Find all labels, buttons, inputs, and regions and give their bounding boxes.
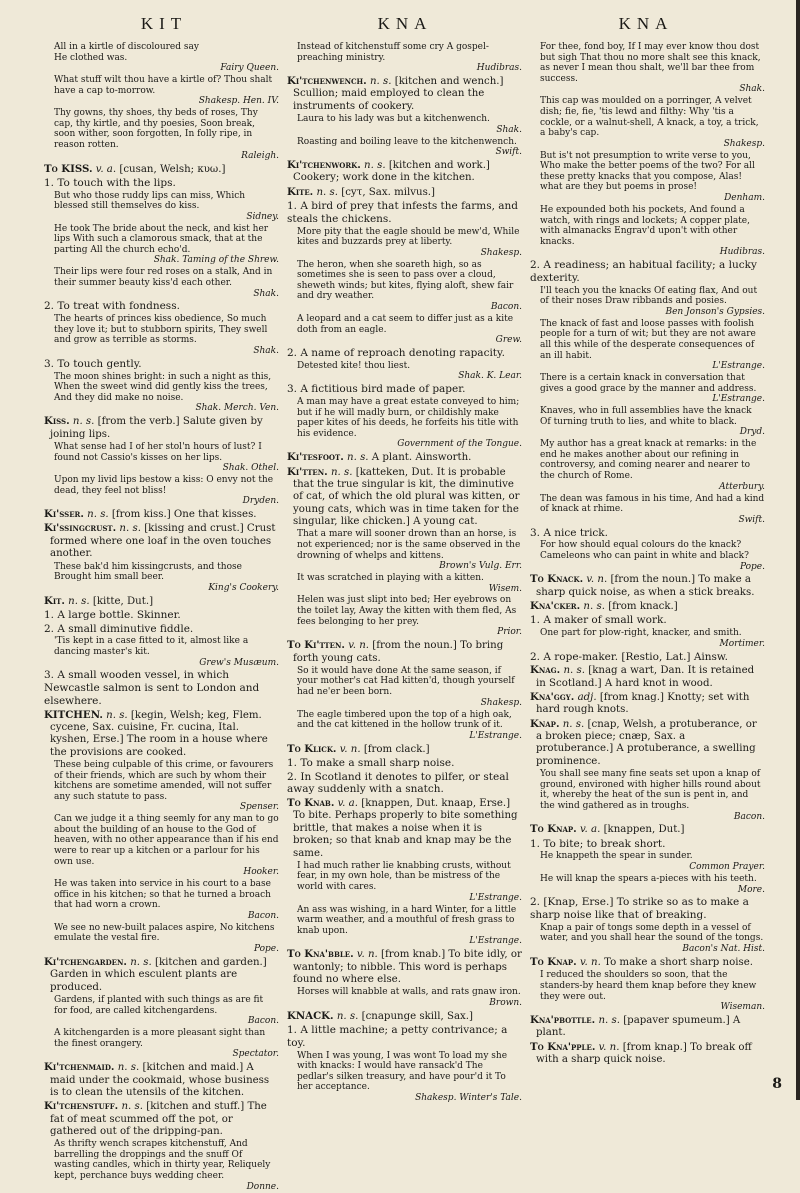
entry-definition: [from clack.] <box>363 743 430 755</box>
citation-quote: Gardens, if planted with such things as are fit for food, are called kitchengardens. <box>54 994 264 1016</box>
citation-quote: My author has a great knack at remarks: in the end he makes another about our refining in controversy, and coming nearer and nearer to the church of Rome. <box>540 439 757 482</box>
entry-definition: [cyτ, Sax. milvus.] <box>341 186 436 198</box>
citation-source: Wisem. <box>488 583 522 594</box>
entry-part-of-speech: n. s. <box>121 1101 143 1113</box>
entry-sense: 1. A little machine; a petty contrivance; a toy. <box>287 1024 508 1049</box>
citation-quote: But who those ruddy lips can miss, Which blessed still themselves do kiss. <box>54 190 246 212</box>
citation-source: L'Estrange. <box>469 730 522 741</box>
citation-quote: These bak'd him kissingcrusts, and those Brought him small beer. <box>54 561 242 583</box>
running-header-left: KIT <box>140 14 188 33</box>
entry-headword: KITCHEN. <box>44 708 103 721</box>
citation-source: Bacon's Nat. Hist. <box>682 944 765 955</box>
dictionary-entry <box>530 956 765 969</box>
entry-definition: [knappen, Dut. knaap, Erse.] To bite. Perhaps properly to bite something brittle, that makes a noise when it is broken; so that knab and knap may be the same. <box>293 798 518 859</box>
entry-headword: KNACK. <box>287 1009 334 1022</box>
entry-sense: 2. In Scotland it denotes to pilfer, or steal away suddenly with a snatch. <box>287 770 509 796</box>
entry-sense: 1. To make a small sharp noise. <box>287 757 455 770</box>
entry-headword: Kna'cker. <box>530 600 581 613</box>
entry-sense: 3. A small wooden vessel, in which Newcastle salmon is sent to London and elsewhere. <box>44 669 260 707</box>
citation-quote: These being culpable of this crime, or favourers of their friends, which are such by whom their kitchens are sometime amended, will not suffer any such statute to pass. <box>54 759 274 802</box>
entry-headword: To KISS. <box>44 162 93 175</box>
citation-quote: One part for plow-right, knacker, and smith. <box>540 628 742 639</box>
dictionary-entry <box>287 948 522 986</box>
entry-sense: 1. A bird of prey that infests the farms, and steals the chickens. <box>287 200 519 225</box>
entry-part-of-speech: v. n. <box>598 1041 620 1053</box>
citation-source: Shak. Merch. Ven. <box>195 403 279 414</box>
dictionary-entry <box>530 823 765 836</box>
entry-headword: Ki'tchenmaid. <box>44 1061 115 1074</box>
dictionary-entry <box>530 1041 765 1067</box>
entry-definition: A plant. Ainsworth. <box>371 452 472 464</box>
citation-quote: Can we judge it a thing seemly for any man to go about the building of an house to the God of heaven, with no other appearance than if his end were to rear up a kitchen or a parlour for his own use. <box>54 814 279 867</box>
citation-source: Sidney. <box>246 211 279 222</box>
entry-part-of-speech: n. s. <box>130 956 152 968</box>
entry-part-of-speech: n. s. <box>316 186 338 198</box>
dictionary-entry <box>530 664 765 690</box>
dictionary-entry <box>287 1010 522 1023</box>
entry-definition: [from knab.] To bite idly, or wantonly; to nibble. This word is perhaps found no where else. <box>293 949 522 985</box>
dictionary-entry <box>287 743 522 756</box>
entry-definition: [kitchen and work.] Cookery; work done in the kitchen. <box>293 160 490 184</box>
citation-quote: He knappeth the spear in sunder. <box>540 851 693 862</box>
citation-source: L'Estrange. <box>469 892 522 903</box>
dictionary-entry <box>44 163 279 176</box>
entry-definition: [kitchen and maid.] A maid under the cookmaid, whose business is to clean the utensils of the kitchen. <box>50 1062 270 1098</box>
citation-quote: An ass was wishing, in a hard Winter, for a little warm weather, and a mouthful of fresh grass to knab upon. <box>297 904 517 936</box>
citation-quote: We see no new-built palaces aspire, No kitchens emulate the vestal fire. <box>54 922 275 944</box>
entry-headword: To Ki'tten. <box>287 639 345 652</box>
entry-part-of-speech: n. s. <box>330 466 353 478</box>
entry-headword: Kna'pbottle. <box>530 1014 596 1026</box>
entry-headword: Ki'tchenwork. <box>287 159 361 172</box>
citation-quote: The moon shines bright: in such a night as this, When the sweet wind did gently kiss the trees, And they did make no noise. <box>54 371 272 403</box>
entry-sense: 2. [Knap, Erse.] To strike so as to make a sharp noise like that of breaking. <box>530 896 749 922</box>
entry-sense: 1. A maker of small work. <box>530 614 667 627</box>
citation-source: Spectator. <box>232 1049 279 1060</box>
entry-part-of-speech: n. s. <box>106 709 128 721</box>
entry-headword: To Klick. <box>287 742 337 755</box>
citation-source: Government of the Tongue. <box>397 439 522 450</box>
citation-quote: Thy gowns, thy shoes, thy beds of roses, Thy cap, thy kirtle, and thy poesies, Soon break, soon wither, soon forgotten, In folly ripe, in reason rotten. <box>54 108 258 151</box>
entry-definition: [knag a wart, Dan. It is retained in Scotland.] A hard knot in wood. <box>536 665 755 689</box>
entry-headword: Ki'tchengarden. <box>44 955 127 968</box>
dictionary-entry <box>44 709 279 759</box>
entry-part-of-speech: n. s. <box>583 601 605 613</box>
column-1 <box>44 42 279 1192</box>
entry-sense: 1. A large bottle. Skinner. <box>44 608 181 621</box>
citation-source: Dryd. <box>739 427 765 438</box>
entry-sense: 1. To bite; to break short. <box>530 837 666 850</box>
entry-headword: Ki'tchenwench. <box>287 75 367 88</box>
citation-source: Bacon. <box>247 910 279 921</box>
entry-definition: [kegin, Welsh; keg, Flem. cycene, Sax. cuisine, Fr. cucina, Ital. kyshen, Erse.] The room in a house where the provisions are cooked. <box>50 709 268 758</box>
citation-quote: The hearts of princes kiss obedience, So much they love it; but to stubborn spirits, They swell and grow as terrible as storms. <box>54 314 268 346</box>
entry-definition: [cnap, Welsh, a protuberance, or a broken piece; cnæp, Sax. a protuberance.] A protuberance, a swelling prominence. <box>536 718 757 767</box>
entry-part-of-speech: v. n. <box>348 640 370 652</box>
citation-source: Shak. <box>253 288 279 299</box>
citation-quote: A kitchengarden is a more pleasant sight than the finest orangery. <box>54 1028 266 1049</box>
entry-sense: 2. A name of reproach denoting rapacity. <box>287 347 505 360</box>
entry-definition: [cusan, Welsh; κυω.] <box>119 163 226 175</box>
citation-quote: He was taken into service in his court to a base office in his kitchen; so that he turned a broach that had worn a crown. <box>54 879 271 911</box>
citation-source: Shak. Taming of the Shrew. <box>153 255 279 266</box>
entry-definition: [from the verb.] Salute given by joining lips. <box>50 416 263 440</box>
citation-source: Hudibras. <box>719 247 765 258</box>
entry-sense: 2. To treat with fondness. <box>44 300 180 313</box>
citation-quote: There is a certain knack in conversation that gives a good grace by the manner and address. <box>540 373 757 394</box>
citation-quote: What stuff wilt thou have a kirtle of? Thou shalt have a cap to-morrow. <box>54 75 273 96</box>
citation-source: Grew. <box>495 335 522 346</box>
citation-quote: I reduced the shoulders so soon, that the standers-by heard them knap before they knew they were out. <box>540 970 757 1002</box>
entry-sense: 3. A nice trick. <box>530 526 609 539</box>
entry-definition: [papaver spumeum.] A plant. <box>536 1015 741 1039</box>
entry-headword: Kiss. <box>44 415 70 428</box>
entry-part-of-speech: n. s. <box>87 509 109 521</box>
dictionary-entry <box>530 573 765 599</box>
citation-quote: He expounded both his pockets, And found a watch, with rings and lockets; A copper plate, with almanacks Engrav'd upon't with other knacks. <box>540 204 750 247</box>
citation-quote: He took The bride about the neck, and kist her lips With such a clamorous smack, that at the parting All the church echo'd. <box>54 223 269 255</box>
citation-source: Shak. <box>253 345 279 356</box>
entry-part-of-speech: n. s. <box>369 76 392 88</box>
dictionary-page <box>44 14 766 1192</box>
citation-source: Swift. <box>738 514 765 525</box>
citation-quote: Laura to his lady was but a kitchenwench. <box>297 114 490 125</box>
citation-source: Raleigh. <box>241 150 279 161</box>
citation-source: Shak. <box>496 124 522 135</box>
entry-sense: 2. A readiness; an habitual facility; a lucky dexterity. <box>530 259 757 284</box>
entry-headword: To Knack. <box>530 573 584 586</box>
citation-source: L'Estrange. <box>712 394 765 405</box>
entry-part-of-speech: v. n. <box>586 574 608 586</box>
dictionary-entry <box>287 451 522 464</box>
entry-definition: [from knap.] To break off with a sharp quick noise. <box>536 1041 752 1066</box>
entry-definition: [cnapunge skill, Sax.] <box>361 1010 474 1022</box>
entry-part-of-speech: n. s. <box>72 416 95 428</box>
citation-quote: I had much rather lie knabbing crusts, without fear, in my own hole, than be mistress of the world with cares. <box>297 860 511 893</box>
entry-headword: Knap. <box>530 717 560 730</box>
entry-part-of-speech: v. n. <box>356 949 378 961</box>
citation-quote: Instead of kitchenstuff some cry A gospel-preaching ministry. <box>297 42 489 63</box>
entry-headword: To Knab. <box>287 797 335 810</box>
entry-part-of-speech: v. a. <box>579 824 601 836</box>
citation-source: Wiseman. <box>720 1002 765 1013</box>
entry-part-of-speech: v. a. <box>95 163 117 175</box>
citation-source: Shak. Othel. <box>222 463 279 474</box>
citation-quote: You shall see many fine seats set upon a knap of ground, environed with higher hills round about it, whereby the heat of the sun is pent in, and the wind gathered as in troughs. <box>540 769 761 811</box>
dictionary-entry <box>287 639 522 665</box>
entry-part-of-speech: n. s. <box>119 523 141 535</box>
citation-quote: Their lips were four red roses on a stalk, And in their summer beauty kiss'd each other. <box>54 267 273 288</box>
citation-quote: The knack of fast and loose passes with foolish people for a turn of wit; but they are not aware all this while of the desperate consequences of an ill habit. <box>540 318 756 361</box>
citation-source: Ben Jonson's Gypsies. <box>665 306 765 317</box>
entry-sense: 3. A fictitious bird made of paper. <box>287 383 466 396</box>
entry-definition: [kitchen and garden.] Garden in which esculent plants are produced. <box>50 956 267 993</box>
citation-source: Shakesp. Hen. IV. <box>198 96 279 107</box>
citation-quote: A leopard and a cat seem to differ just as a kite doth from an eagle. <box>297 313 514 335</box>
citation-source: Hooker. <box>243 867 279 878</box>
citation-source: Pope. <box>739 561 765 572</box>
entry-definition: [kitchen and wench.] Scullion; maid employed to clean the instruments of cookery. <box>293 76 504 112</box>
entry-headword: Kna'ggy. <box>530 691 575 704</box>
citation-quote: For thee, fond boy, If I may ever know thou dost but sigh That thou no more shalt see this knack, as never I mean thou shalt, we'll bar thee from success. <box>540 42 761 84</box>
citation-source: Shak. <box>739 84 765 95</box>
citation-source: Shak. K. Lear. <box>458 371 522 382</box>
running-header-center: KNA <box>377 14 433 33</box>
dictionary-entry <box>530 691 765 717</box>
entry-headword: To Kna'bble. <box>287 948 354 961</box>
citation-quote: The eagle timbered upon the top of a high oak, and the cat kittened in the hollow trunk of it. <box>297 709 512 731</box>
entry-headword: Kit. <box>44 594 65 607</box>
citation-source: Atterbury. <box>719 481 765 492</box>
entry-definition: [from knag.] Knotty; set with hard rough knots. <box>536 692 750 716</box>
dictionary-entry <box>44 1100 279 1138</box>
entry-part-of-speech: v. n. <box>579 956 601 968</box>
citation-quote: Horses will knabble at walls, and rats gnaw iron. <box>297 987 521 998</box>
citation-source: Bacon. <box>490 302 522 313</box>
citation-quote: He will knap the spears a-pieces with his teeth. <box>540 873 757 884</box>
entry-part-of-speech: n. s. <box>347 452 369 464</box>
entry-sense: 2. A small diminutive fiddle. <box>44 622 194 635</box>
dictionary-entry <box>44 1061 279 1099</box>
citation-source: Common Prayer. <box>689 862 765 873</box>
entry-headword: To Knap. <box>530 955 577 968</box>
citation-quote: He clothed was. <box>54 52 128 63</box>
entry-headword: To Knap. <box>530 823 577 836</box>
entry-definition: [from kiss.] One that kisses. <box>111 509 257 521</box>
citation-source: Prior. <box>497 627 522 638</box>
citation-source: Shakesp. <box>480 697 522 708</box>
citation-source: Dryden. <box>242 496 279 507</box>
page-number: 8 <box>772 1076 782 1092</box>
citation-source: Swift. <box>495 147 522 158</box>
citation-source: Donne. <box>246 1181 279 1192</box>
citation-quote: It was scratched in playing with a kitten. <box>297 573 484 583</box>
citation-quote: 'Tis kept in a case fitted to it, almost like a dancing master's kit. <box>54 636 249 657</box>
entry-definition: [from knack.] <box>608 601 678 613</box>
entry-headword: Kite. <box>287 185 314 198</box>
entry-part-of-speech: n. s. <box>336 1010 359 1022</box>
citation-source: Denham. <box>724 193 765 204</box>
citation-quote: But is't not presumption to write verse to you, Who make the better poems of the two? For all these pretty knacks that you compose, Alas! what are they but poems in prose! <box>540 150 755 193</box>
entry-definition: [kitchen and stuff.] The fat of meat scummed off the pot, or gathered out of the dripping-pan. <box>50 1101 267 1137</box>
entry-part-of-speech: n. s. <box>563 665 585 677</box>
dictionary-entry <box>530 600 765 613</box>
entry-headword: Ki'tesfoot. <box>287 451 344 464</box>
citation-quote: What sense had I of her stol'n hours of lust? I found not Cassio's kisses on her lips. <box>54 441 262 463</box>
citation-source: Brown. <box>489 997 522 1008</box>
entry-definition: To make a short sharp noise. <box>604 956 753 968</box>
citation-source: Pope. <box>253 944 279 955</box>
dictionary-entry <box>287 797 522 860</box>
dictionary-entry <box>44 956 279 994</box>
citation-source: Brown's Vulg. Err. <box>439 561 522 572</box>
citation-quote: All in a kirtle of discoloured say <box>54 42 199 52</box>
columns <box>44 42 766 1192</box>
entry-definition: [from the noun.] To make a sharp quick noise, as when a stick breaks. <box>536 574 755 598</box>
citation-source: Spenser. <box>239 802 279 813</box>
citation-quote: For how should equal colours do the knack? Cameleons who can paint in white and black? <box>540 540 749 561</box>
dictionary-entry <box>44 415 279 441</box>
entry-definition: [kissing and crust.] Crust formed where one loaf in the oven touches another. <box>50 523 276 560</box>
citation-quote: A man may have a great estate conveyed to him; but if he will madly burn, or childishly make paper kites of his deeds, he forfeits his title with his evidence. <box>297 396 520 439</box>
citation-quote: The dean was famous in his time, And had a kind of knack at rhime. <box>540 493 765 515</box>
citation-quote: So it would have done At the same season, if your mother's cat Had kitten'd, though yourself had ne'er been born. <box>297 665 515 698</box>
entry-part-of-speech: adj. <box>577 692 597 704</box>
entry-part-of-speech: n. s. <box>117 1062 140 1074</box>
entry-headword: To Kna'pple. <box>530 1040 596 1053</box>
dictionary-entry <box>287 186 522 199</box>
entry-headword: Ki'sser. <box>44 508 84 521</box>
citation-source: L'Estrange. <box>712 361 765 372</box>
citation-quote: Knaves, who in full assemblies have the knack Of turning truth to lies, and white to black. <box>540 406 752 427</box>
citation-quote: As thrifty wench scrapes kitchenstuff, And barrelling the droppings and the snuff Of wasting candles, which in thirty year, Reliquely kept, perchance buys wedding cheer. <box>54 1139 271 1182</box>
citation-source: Fairy Queen. <box>220 63 279 74</box>
dictionary-entry <box>44 508 279 521</box>
page-edge <box>796 0 800 1100</box>
entry-definition: [katteken, Dut. It is probable that the true singular is kit, the diminutive of cat, of which the old plural was kitten, or young cats, which was in time taken for the singular, like chicken.] A young cat. <box>293 466 520 527</box>
citation-quote: Upon my livid lips bestow a kiss: O envy not the dead, they feel not bliss! <box>54 475 274 496</box>
citation-quote: Knap a pair of tongs some depth in a vessel of water, and you shall hear the sound of the tongs. <box>540 922 764 944</box>
entry-part-of-speech: n. s. <box>68 595 90 607</box>
entry-headword: Ki'tten. <box>287 465 328 478</box>
citation-source: King's Cookery. <box>208 582 279 593</box>
dictionary-entry <box>530 1014 765 1040</box>
citation-source: More. <box>737 884 765 895</box>
entry-sense: 3. To touch gently. <box>44 357 142 370</box>
citation-quote: More pity that the eagle should be mew'd, While kites and buzzards prey at liberty. <box>297 226 520 248</box>
dictionary-entry <box>44 595 279 608</box>
column-2 <box>287 42 522 1103</box>
dictionary-entry <box>287 466 522 529</box>
citation-source: Hudibras. <box>476 63 522 74</box>
entry-definition: [knappen, Dut.] <box>603 824 685 836</box>
citation-quote: I'll teach you the knacks Of eating flax, And out of their noses Draw ribbands and posies. <box>540 285 758 307</box>
entry-part-of-speech: v. a. <box>337 798 358 810</box>
citation-quote: Detested kite! thou liest. <box>297 360 411 371</box>
citation-quote: When I was young, I was wont To load my she with knacks: I would have ransack'd The pedlar's silken treasury, and have pour'd it To her acceptance. <box>297 1050 508 1093</box>
citation-quote: This cap was moulded on a porringer, A velvet dish; fie, fie, 'tis lewd and filthy: Why 'tis a cockle, or a walnut-shell, A knack, a toy, a trick, a baby's cap. <box>540 96 759 139</box>
entry-headword: Ki'ssingcrust. <box>44 522 117 535</box>
entry-sense: 1. To touch with the lips. <box>44 176 176 189</box>
citation-source: Bacon. <box>247 1016 279 1027</box>
citation-source: Shakesp. Winter's Tale. <box>415 1092 522 1103</box>
entry-part-of-speech: n. s. <box>562 718 585 730</box>
entry-definition: [from the noun.] To bring forth young cats. <box>293 640 504 664</box>
entry-headword: Ki'tchenstuff. <box>44 1100 119 1113</box>
entry-part-of-speech: n. s. <box>598 1015 620 1026</box>
dictionary-entry <box>287 159 522 185</box>
entry-part-of-speech: v. n. <box>339 743 361 755</box>
dictionary-entry <box>44 522 279 560</box>
citation-source: Shakesp. <box>480 247 522 258</box>
running-header-right: KNA <box>618 14 674 33</box>
citation-source: Shakesp. <box>723 138 765 149</box>
citation-quote: The heron, when she soareth high, so as sometimes she is seen to pass over a cloud, sheweth winds; but kites, flying aloft, shew fair and dry weather. <box>297 259 514 302</box>
citation-source: Bacon. <box>733 811 765 822</box>
citation-source: L'Estrange. <box>469 936 522 947</box>
citation-quote: That a mare will sooner drown than an horse, is not experienced; nor is the same observed in the drowning of whelps and kittens. <box>297 529 521 561</box>
dictionary-entry <box>530 718 765 768</box>
running-headers <box>44 14 766 40</box>
citation-source: Grew's Musæum. <box>199 657 279 668</box>
entry-definition: [kitte, Dut.] <box>92 595 154 607</box>
entry-part-of-speech: n. s. <box>364 160 386 172</box>
column-3 <box>530 42 765 1072</box>
citation-source: Mortimer. <box>719 638 765 649</box>
dictionary-entry <box>287 75 522 113</box>
entry-sense: 2. A rope-maker. [Restio, Lat.] Ainsw. <box>530 650 729 663</box>
citation-quote: Roasting and boiling leave to the kitchenwench. <box>297 136 517 147</box>
citation-quote: Helen was just slipt into bed; Her eyebrows on the toilet lay, Away the kitten with them fled, As fees belonging to her prey. <box>297 595 517 627</box>
entry-headword: Knag. <box>530 664 561 677</box>
